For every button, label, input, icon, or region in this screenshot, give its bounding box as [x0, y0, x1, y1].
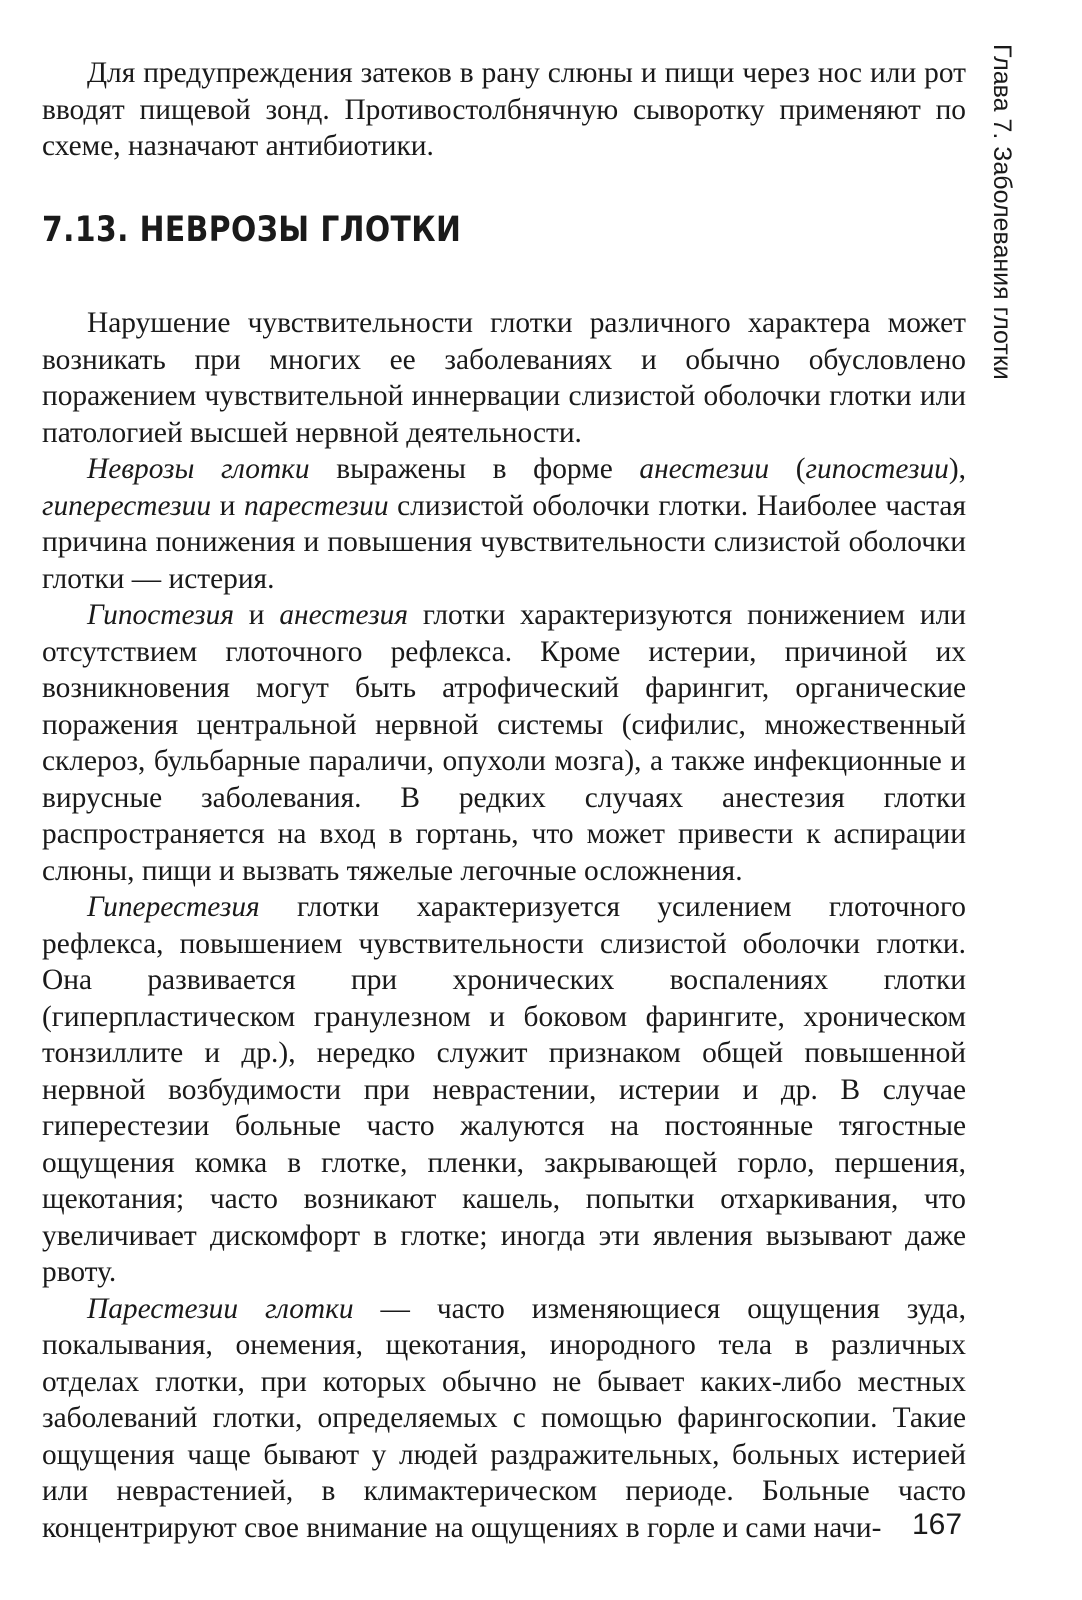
- term-anesthesia-heading: анестезия: [279, 599, 409, 631]
- intro-paragraph: Для предупреждения затеков в рану слюны и пищи через нос или рот вводят пищевой зонд. Противостолбнячную сыворотку применяют по схеме, назначают антибиотики.: [42, 57, 966, 162]
- term-neurosis: Неврозы глотки: [87, 453, 310, 485]
- paragraph-2-text-b: (: [769, 453, 806, 485]
- term-hypesthesia-heading: Гипостезия: [87, 599, 234, 631]
- page-number: 167: [912, 1508, 963, 1541]
- term-hypesthesia: гипостезии: [805, 453, 949, 485]
- paragraph-5: [42, 1291, 966, 1547]
- paragraph-2-text-d: и: [211, 489, 244, 522]
- paragraph-4-text: глотки характеризуется усилением глоточного рефлекса, повышением чувствительности слизистой оболочки глотки. Она развивается при хронических воспалениях глотки (гиперпластическом гранулезном и боковом фарингите, хроническом тонзиллите и др.), нередко служит признаком общей повышенной нервной возбудимости при неврастении, истерии и др. В случае гиперестезии больные часто жалуются на постоянные тягостные ощущения комка в глотке, пленки, закрывающей горло, першения, щекотания; часто возникают кашель, попытки отхаркивания, что увеличивает дискомфорт в глотке; иногда эти явления вызывают даже рвоту.: [42, 891, 966, 1288]
- paragraph-2-text-a: выражены в форме: [309, 453, 640, 485]
- term-paresthesia-heading: Парестезии глотки: [87, 1292, 354, 1325]
- term-hyperesthesia: гиперестезии: [42, 489, 212, 522]
- paragraph-1: Нарушение чувствительности глотки различного характера может возникать при многих ее заболеваниях и обычно обусловлено поражением чувствительной иннервации слизистой оболочки глотки или патологией высшей нервной деятельности.: [42, 307, 966, 449]
- term-paresthesia: парестезии: [243, 489, 389, 522]
- paragraph-3-text-a: и: [234, 599, 280, 631]
- term-anesthesia: анестезии: [639, 453, 770, 485]
- paragraph-3: [42, 597, 966, 889]
- paragraph-2-text-e: слизистой оболочки глотки. Наиболее частая причина понижения и повышения чувствительности слизистой оболочки глотки — истерия.: [42, 489, 966, 595]
- section-heading: 7.13. НЕВРОЗЫ ГЛОТКИ: [42, 210, 462, 250]
- paragraph-2-text-c: ),: [948, 453, 966, 485]
- paragraph-2: [42, 451, 966, 597]
- paragraph-5-text: — часто изменяющиеся ощущения зуда, покалывания, онемения, щекотания, инородного тела в различных отделах глотки, при которых обычно не бывает каких-либо местных заболеваний глотки, определяемых с помощью фарингоскопии. Такие ощущения чаще бывают у людей раздражительных, больных истерией или неврастенией, в климактерическом периоде. Больные часто концентрируют свое внимание на ощущениях в горле и сами начи-: [42, 1292, 966, 1544]
- term-hyperesthesia-heading: Гиперестезия: [87, 891, 260, 923]
- paragraph-3-text-b: глотки характеризуются понижением или отсутствием глоточного рефлекса. Кроме истерии, причиной их возникновения могут быть атрофический фарингит, органические поражения центральной нервной системы (сифилис, множественный склероз, бульбарные параличи, опухоли мозга), а также инфекционные и вирусные заболевания. В редких случаях анестезия глотки распространяется на вход в гортань, что может привести к аспирации слюны, пищи и вызвать тяжелые легочные осложнения.: [42, 599, 966, 887]
- section-body: [42, 305, 966, 1546]
- running-head-chapter-title: Глава 7. Заболевания глотки: [988, 44, 1016, 380]
- intro-section: [42, 55, 966, 165]
- paragraph-4: [42, 889, 966, 1291]
